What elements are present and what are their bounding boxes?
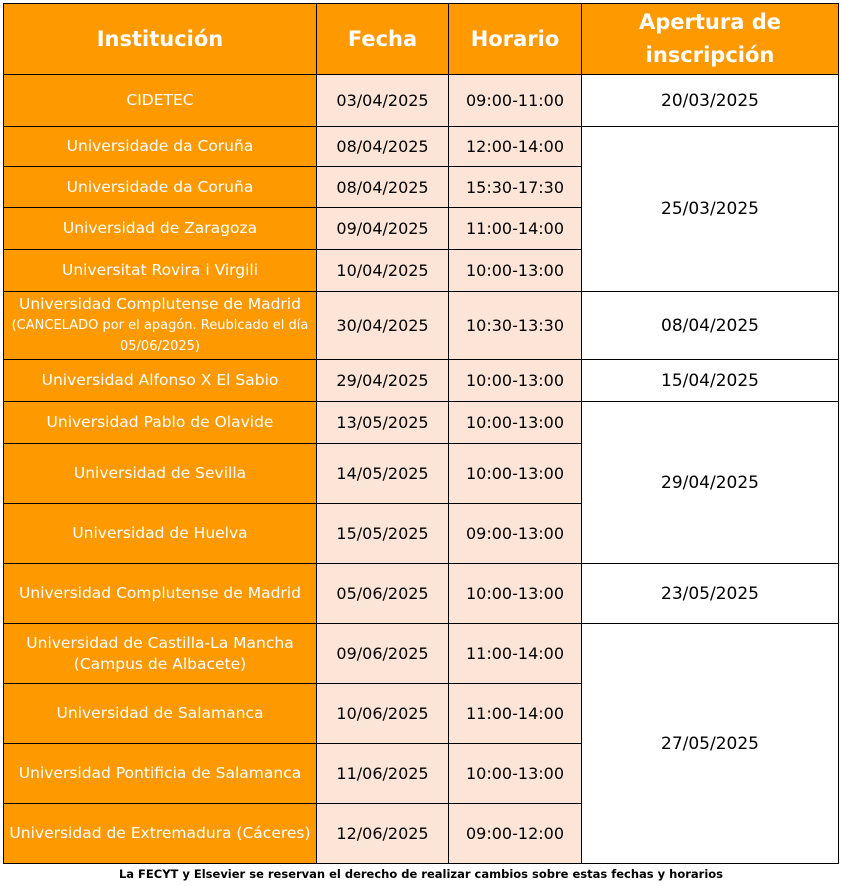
date-cell: 10/04/2025 <box>317 250 449 292</box>
institution-cell: Universitat Rovira i Virgili <box>4 250 317 292</box>
registration-opening-cell: 08/04/2025 <box>582 292 839 360</box>
institution-cell: Universidad de Huelva <box>4 504 317 564</box>
institution-cell: Universidad de Salamanca <box>4 684 317 744</box>
time-cell: 11:00-14:00 <box>449 208 582 250</box>
time-cell: 10:00-13:00 <box>449 360 582 402</box>
time-cell: 10:00-13:00 <box>449 744 582 804</box>
date-cell: 05/06/2025 <box>317 564 449 624</box>
time-cell: 10:30-13:30 <box>449 292 582 360</box>
time-cell: 10:00-13:00 <box>449 564 582 624</box>
institution-cell: Universidad de Castilla-La Mancha (Campus de Albacete) <box>4 624 317 684</box>
institution-cell: Universidad de Zaragoza <box>4 208 317 250</box>
date-cell: 15/05/2025 <box>317 504 449 564</box>
table-row <box>4 75 839 127</box>
date-cell: 08/04/2025 <box>317 127 449 167</box>
date-cell: 10/06/2025 <box>317 684 449 744</box>
institution-cell: Universidad de Sevilla <box>4 444 317 504</box>
date-cell: 12/06/2025 <box>317 804 449 864</box>
cancellation-note: (CANCELADO por el apagón. Reubicado el día 05/06/2025) <box>11 318 309 354</box>
header-fecha: Fecha <box>317 4 449 75</box>
date-cell: 11/06/2025 <box>317 744 449 804</box>
table-row <box>4 402 839 444</box>
header-institucion: Institución <box>4 4 317 75</box>
registration-opening-cell: 29/04/2025 <box>582 402 839 564</box>
date-cell: 03/04/2025 <box>317 75 449 127</box>
time-cell: 12:00-14:00 <box>449 127 582 167</box>
date-cell: 09/06/2025 <box>317 624 449 684</box>
registration-opening-cell: 23/05/2025 <box>582 564 839 624</box>
institution-cell <box>4 292 317 360</box>
institution-cell: Universidade da Coruña <box>4 167 317 208</box>
time-cell: 10:00-13:00 <box>449 444 582 504</box>
registration-opening-cell: 20/03/2025 <box>582 75 839 127</box>
disclaimer-footer: La FECYT y Elsevier se reservan el derecho de realizar cambios sobre estas fechas y horarios <box>118 867 724 881</box>
header-horario: Horario <box>449 4 582 75</box>
institution-cell: Universidad de Extremadura (Cáceres) <box>4 804 317 864</box>
date-cell: 30/04/2025 <box>317 292 449 360</box>
date-cell: 08/04/2025 <box>317 167 449 208</box>
date-cell: 13/05/2025 <box>317 402 449 444</box>
time-cell: 10:00-13:00 <box>449 250 582 292</box>
institution-cell: Universidade da Coruña <box>4 127 317 167</box>
institution-cell: Universidad Complutense de Madrid <box>4 564 317 624</box>
time-cell: 11:00-14:00 <box>449 684 582 744</box>
time-cell: 09:00-13:00 <box>449 504 582 564</box>
time-cell: 15:30-17:30 <box>449 167 582 208</box>
table-row <box>4 564 839 624</box>
header-row <box>4 4 839 75</box>
table-row <box>4 360 839 402</box>
institution-name: Universidad Complutense de Madrid <box>19 295 301 313</box>
registration-opening-cell: 27/05/2025 <box>582 624 839 864</box>
date-cell: 14/05/2025 <box>317 444 449 504</box>
table-row <box>4 292 839 360</box>
registration-opening-cell: 15/04/2025 <box>582 360 839 402</box>
institution-cell: Universidad Pontificia de Salamanca <box>4 744 317 804</box>
schedule-table <box>3 3 839 864</box>
time-cell: 09:00-11:00 <box>449 75 582 127</box>
table-row <box>4 624 839 684</box>
time-cell: 09:00-12:00 <box>449 804 582 864</box>
time-cell: 11:00-14:00 <box>449 624 582 684</box>
institution-cell: CIDETEC <box>4 75 317 127</box>
date-cell: 29/04/2025 <box>317 360 449 402</box>
registration-opening-cell: 25/03/2025 <box>582 127 839 292</box>
header-apertura: Apertura de inscripción <box>582 4 839 75</box>
institution-cell: Universidad Pablo de Olavide <box>4 402 317 444</box>
date-cell: 09/04/2025 <box>317 208 449 250</box>
institution-cell: Universidad Alfonso X El Sabio <box>4 360 317 402</box>
time-cell: 10:00-13:00 <box>449 402 582 444</box>
table-row <box>4 127 839 167</box>
